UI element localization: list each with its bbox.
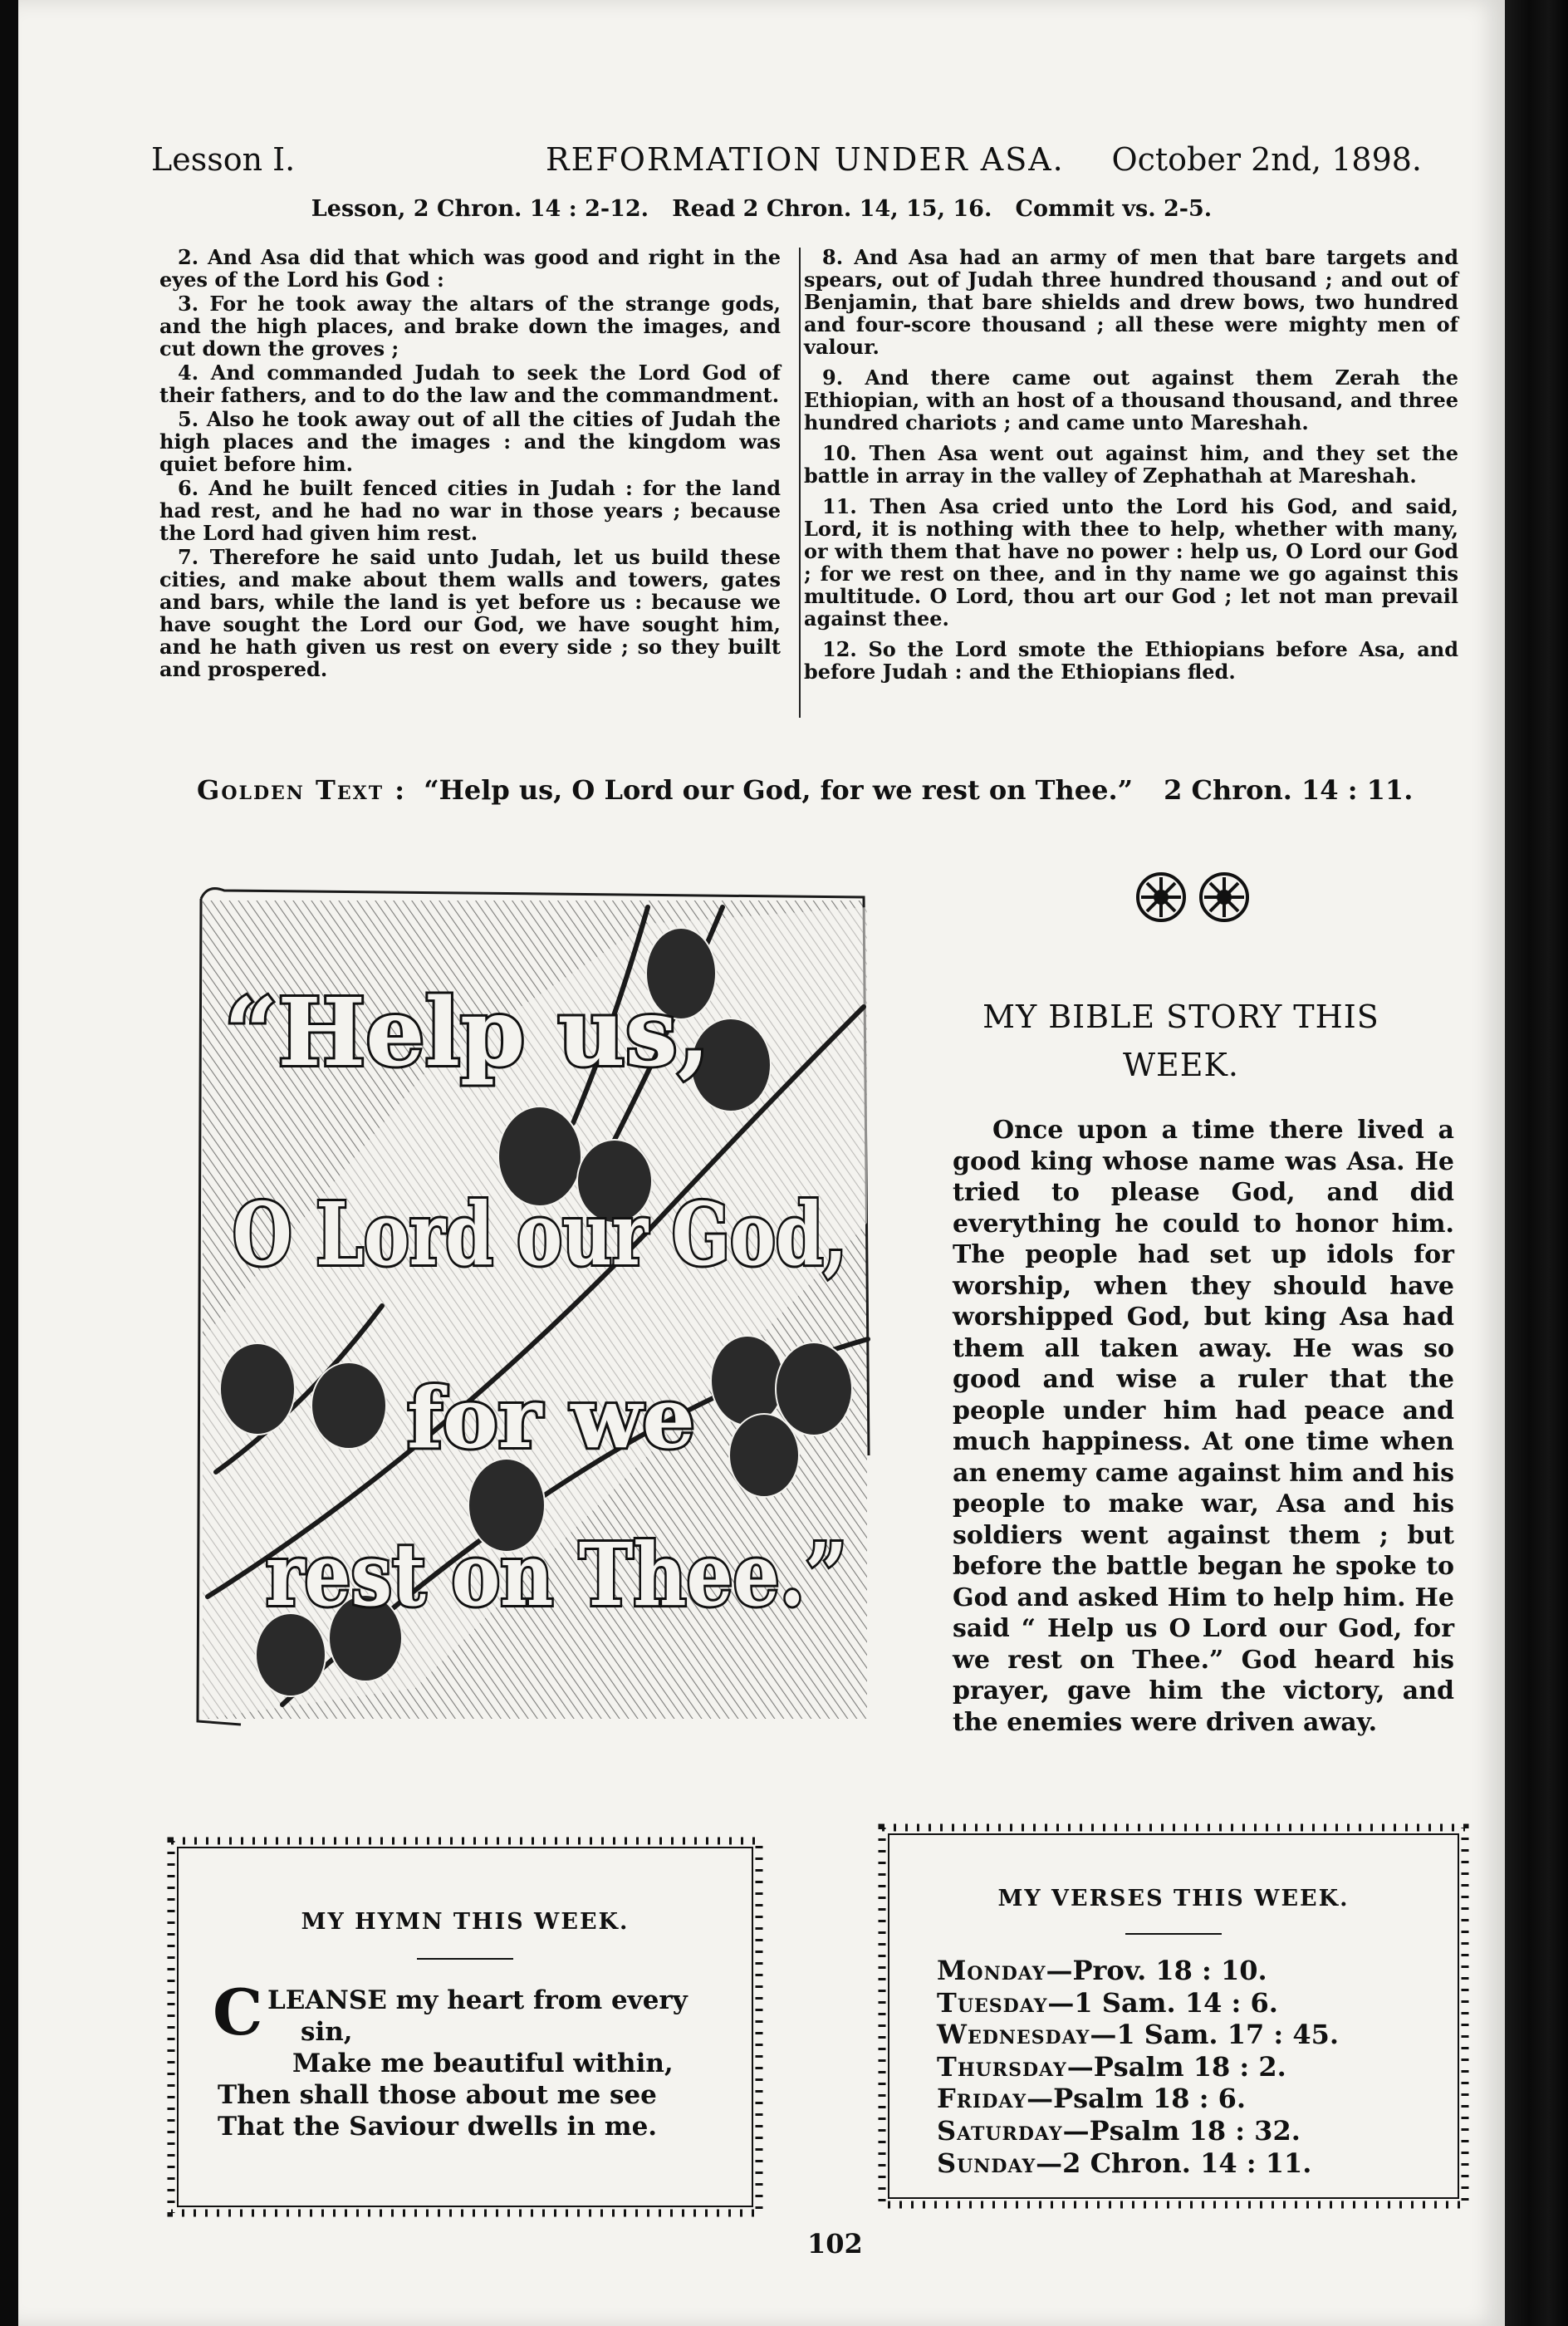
verse-list xyxy=(937,1955,1445,2179)
lesson-page xyxy=(18,0,1505,2326)
verses-rule xyxy=(1125,1933,1222,1935)
verse-item-wednesday: Wednesday—1 Sam. 17 : 45. xyxy=(937,2019,1339,2051)
lesson-date: October 2nd, 1898. xyxy=(1111,141,1422,178)
scripture-column-right xyxy=(804,246,1458,683)
hymn-line-3: Then shall those about me see xyxy=(218,2080,657,2110)
verse-12: 12. So the Lord smote the Ethiopians before Asa, and before Judah : and the Ethiopians fled. xyxy=(804,637,1458,684)
motto-line-3: for we xyxy=(407,1369,695,1467)
lesson-number: Lesson I. xyxy=(151,141,296,178)
hymn-drop-cap: C xyxy=(213,1975,263,2049)
story-title xyxy=(940,993,1422,1089)
verse-7: 7. Therefore he said unto Judah, let us build these cities, and make about them walls and towers, gates and bars, while the land is yet before us : because we have sought the Lord our God, we have sought him, and he hath given us rest on every side ; so they built and prospered. xyxy=(159,545,781,681)
story-title-line-2: WEEK. xyxy=(1122,1047,1239,1083)
story-body: Once upon a time there lived a good king whose name was Asa. He tried to please God, and did everything he could to honor him. The people had set up idols for worship, when they should have worshipped God, but king Asa had them all taken away. He was so good and wise a ruler that the people under him had peace and much happiness. At one time when an enemy came against him and his people to make war, Asa and his soldiers went against them ; but before the battle began he spoke to God and asked Him to help him. He said “ Help us O Lord our God, for we rest on Thee.” God heard his prayer, gave him the victory, and the enemies were driven away. xyxy=(953,1116,1454,1737)
page-header xyxy=(135,141,1422,191)
verse-item-friday: Friday—Psalm 18 : 6. xyxy=(937,2083,1247,2115)
verse-item-saturday: Saturday—Psalm 18 : 32. xyxy=(937,2114,1301,2147)
column-divider xyxy=(799,248,801,718)
verse-item-sunday: Sunday—2 Chron. 14 : 11. xyxy=(937,2147,1312,2179)
hymn-line-2: Make me beautiful within, xyxy=(292,2049,674,2078)
verse-2: 2. And Asa did that which was good and right in the eyes of the Lord his God : xyxy=(159,245,781,292)
verse-3: 3. For he took away the altars of the strange gods, and the high places, and brake down the images, and cut down the groves ; xyxy=(159,292,781,361)
motto-line-4: rest on Thee.” xyxy=(266,1524,847,1626)
hymn-title: MY HYMN THIS WEEK. xyxy=(301,1909,630,1935)
golden-text-reference: 2 Chron. 14 : 11. xyxy=(1164,774,1414,806)
motto-line-1: “Help us, xyxy=(224,979,710,1087)
verses-title: MY VERSES THIS WEEK. xyxy=(997,1886,1350,1911)
hymn-rule xyxy=(417,1958,513,1960)
motto-illustration xyxy=(183,874,872,1735)
verse-item-tuesday: Tuesday—1 Sam. 14 : 6. xyxy=(937,1986,1278,2019)
verse-item-thursday: Thursday—Psalm 18 : 2. xyxy=(937,2050,1286,2083)
verse-11: 11. Then Asa cried unto the Lord his God, and said, Lord, it is nothing with thee to help, whether with many, or with them that have no power : help us, O Lord our God ; for we rest on thee, and in thy name we go against this multitude. O Lord, thou art our God ; let not man prevail against thee. xyxy=(804,494,1458,631)
hymn-text xyxy=(213,1975,739,2142)
motto-line-2: O Lord our God, xyxy=(233,1183,847,1285)
hymn-line-4: That the Saviour dwells in me. xyxy=(218,2112,658,2142)
lesson-title: REFORMATION UNDER ASA. xyxy=(546,141,1065,178)
golden-text-label: Golden Text : xyxy=(197,774,407,806)
scripture-column-left xyxy=(159,246,781,680)
verse-6: 6. And he built fenced cities in Judah : for the land had rest, and he had no war in those years ; because the Lord had given him rest. xyxy=(159,476,781,545)
hymn-line-1b: sin, xyxy=(301,2017,353,2047)
rosette-icon xyxy=(1138,874,1184,920)
rosette-ornament xyxy=(1131,867,1256,927)
book-spine xyxy=(1503,0,1568,2326)
golden-text-quote: “Help us, O Lord our God, for we rest on Thee.” xyxy=(424,774,1133,806)
verse-5: 5. Also he took away out of all the cities of Judah the high places and the images : and the kingdom was quiet before him. xyxy=(159,407,781,476)
golden-text xyxy=(197,774,1413,806)
verse-8: 8. And Asa had an army of men that bare targets and spears, out of Judah three hundred thousand ; and out of Benjamin, that bare shields and drew bows, two hundred and four-score thousand ; all these were mighty men of valour. xyxy=(804,245,1458,359)
verse-item-monday: Monday—Prov. 18 : 10. xyxy=(937,1955,1267,1986)
hymn-box xyxy=(166,1836,764,2218)
verse-4: 4. And commanded Judah to seek the Lord God of their fathers, and to do the law and the commandment. xyxy=(159,361,781,407)
lesson-references: Lesson, 2 Chron. 14 : 2-12. Read 2 Chron. 14, 15, 16. Commit vs. 2-5. xyxy=(311,196,1213,222)
verses-box xyxy=(877,1823,1470,2210)
page-number: 102 xyxy=(807,2228,863,2260)
rosette-icon xyxy=(1201,874,1247,920)
verse-9: 9. And there came out against them Zerah the Ethiopian, with an host of a thousand thousand, and three hundred chariots ; and came unto Mareshah. xyxy=(804,366,1458,434)
story-title-line-1: MY BIBLE STORY THIS xyxy=(982,999,1379,1035)
verse-10: 10. Then Asa went out against him, and they set the battle in array in the valley of Zephathah at Mareshah. xyxy=(804,441,1458,488)
hymn-line-1: LEANSE my heart from every xyxy=(267,1985,688,2015)
